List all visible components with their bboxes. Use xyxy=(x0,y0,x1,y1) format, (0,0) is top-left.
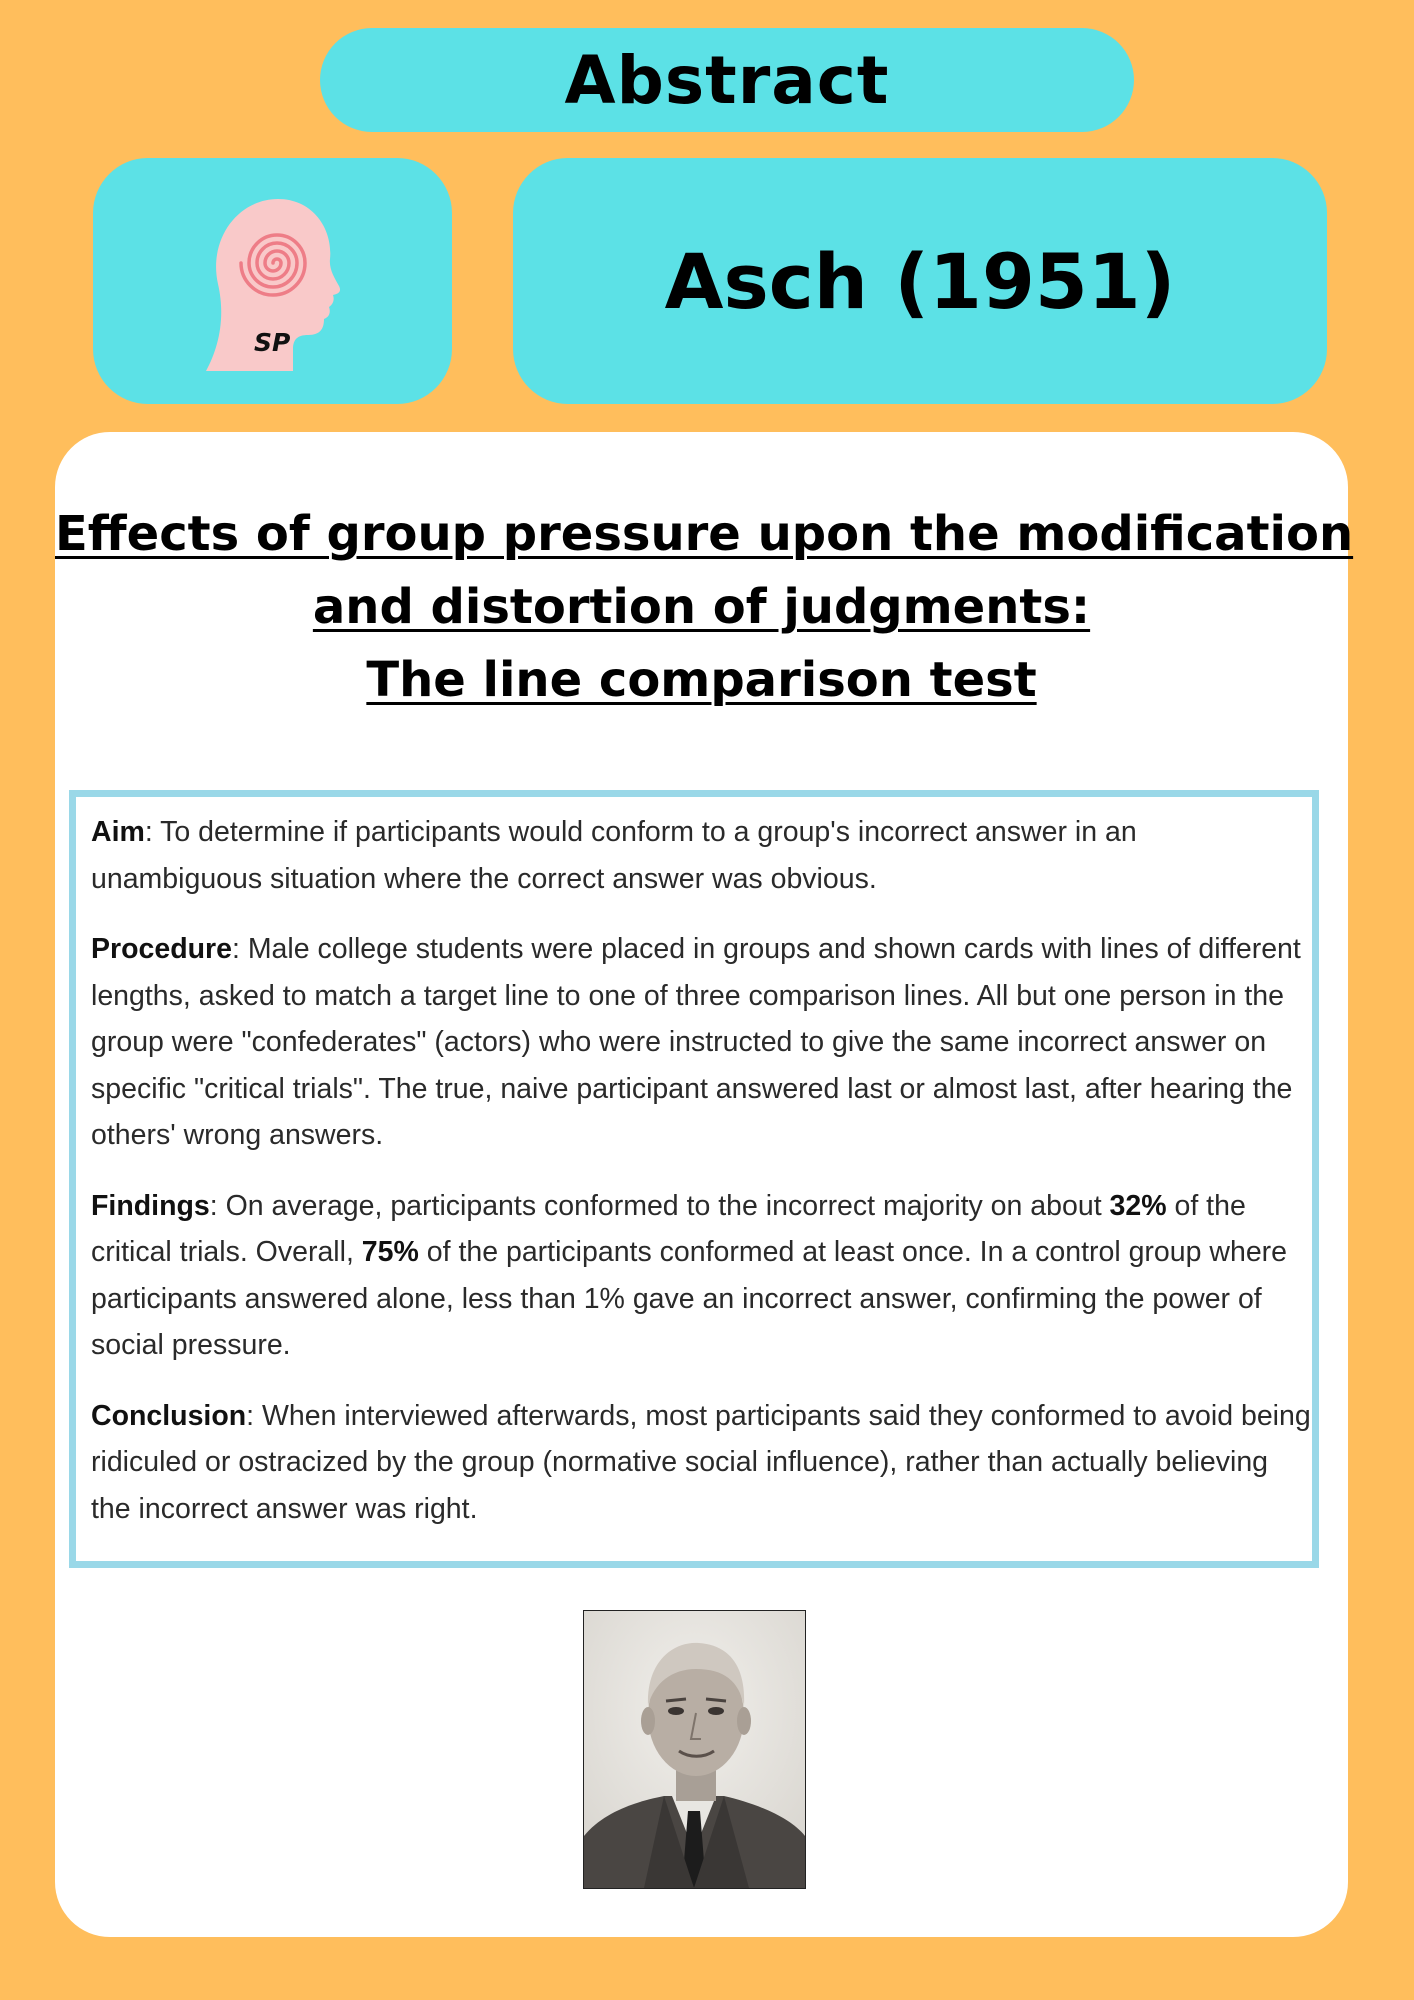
head-spiral-icon xyxy=(198,189,348,374)
portrait-illustration xyxy=(584,1611,805,1888)
findings-stat-75: 75% xyxy=(361,1236,419,1268)
study-name-box xyxy=(513,158,1327,404)
aim-label: Aim xyxy=(91,816,145,848)
aim-text: : To determine if participants would conform to a group's incorrect answer in an unambiguous situation where the correct answer was obvious. xyxy=(91,816,1137,895)
procedure-paragraph xyxy=(91,926,1311,1159)
study-title-line-1: Effects of group pressure upon the modification xyxy=(55,506,1354,562)
aim-paragraph xyxy=(91,809,1311,902)
procedure-text: : Male college students were placed in groups and shown cards with lines of different lengths, asked to match a target line to one of three comparison lines. All but one person in the group were "confederates" (actors) who were instructed to give the same incorrect answer on specific "critical trials". The true, naive participant answered last or almost last, after hearing the others' wrong answers. xyxy=(91,933,1301,1151)
findings-text-2: of the critical trials. Overall, xyxy=(91,1189,1246,1268)
study-name: Asch (1951) xyxy=(664,236,1176,326)
findings-text-1: : On average, participants conformed to the incorrect majority on about xyxy=(209,1189,1110,1222)
content-card xyxy=(55,432,1354,1937)
summary-box xyxy=(69,790,1319,1568)
findings-label: Findings xyxy=(91,1189,210,1222)
portrait-photo xyxy=(583,1610,806,1889)
logo-box xyxy=(93,158,452,404)
findings-stat-32: 32% xyxy=(1109,1189,1167,1222)
study-title xyxy=(55,498,1354,717)
conclusion-paragraph xyxy=(91,1393,1311,1533)
procedure-label: Procedure xyxy=(91,933,232,965)
conclusion-label: Conclusion xyxy=(91,1399,247,1432)
study-title-line-2: and distortion of judgments: xyxy=(312,579,1091,635)
findings-paragraph xyxy=(91,1183,1311,1369)
logo-text: SP xyxy=(253,327,290,357)
conclusion-text: : When interviewed afterwards, most participants said they conformed to avoid being ridiculed or ostracized by the group (normative social influence), rather than actually believing the incorrect answer was right. xyxy=(91,1399,1311,1525)
study-title-line-3: The line comparison test xyxy=(366,652,1037,708)
abstract-badge xyxy=(320,28,1134,132)
abstract-label: Abstract xyxy=(564,41,890,119)
findings-text-3: of the participants conformed at least once. In a control group where participants answered alone, less than 1% gave an incorrect answer, confirming the power of social pressure. xyxy=(91,1236,1288,1361)
